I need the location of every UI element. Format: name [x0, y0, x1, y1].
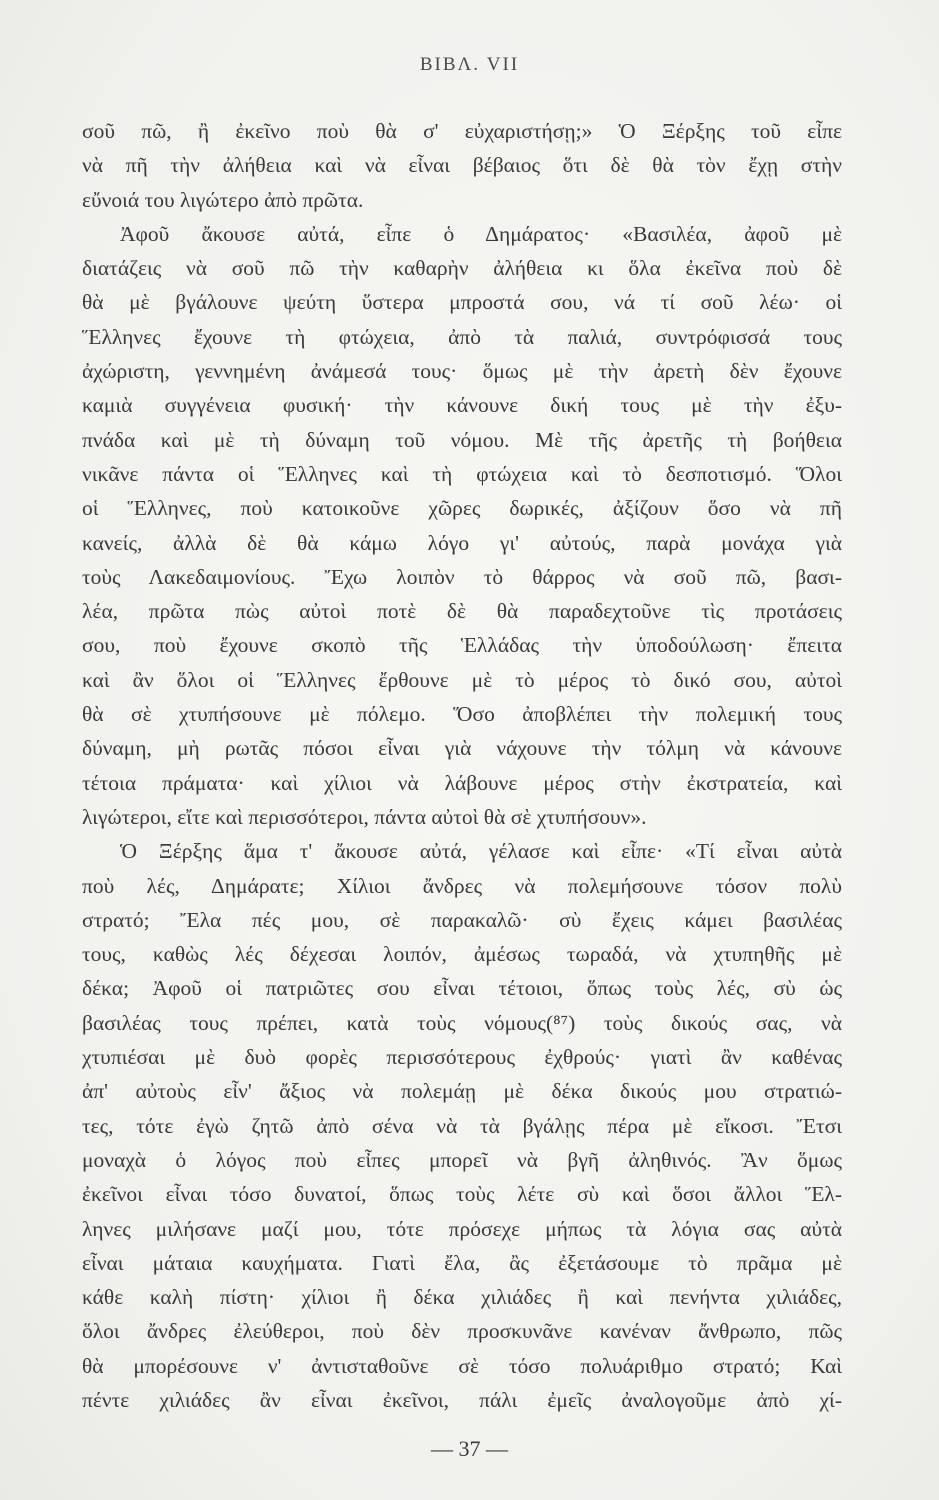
text-line: τες, τότε ἐγὼ ζητῶ ἀπὸ σένα νὰ τὰ βγάλῃς πέρα μὲ εἴκοσι. Ἔτσι	[82, 1113, 842, 1138]
text-line: διατάζεις νὰ σοῦ πῶ τὴν καθαρὴν ἀλήθεια κι ὅλα ἐκεῖνα ποὺ δὲ	[82, 256, 842, 281]
text-line: σοῦ πῶ, ἢ ἐκεῖνο ποὺ θὰ σ' εὐχαριστήσῃ;» Ὁ Ξέρξης τοῦ εἶπε	[82, 119, 842, 143]
text-line: ἀπ' αὐτοὺς εἶν' ἄξιος νὰ πολεμάῃ μὲ δέκα δικούς μου στρατιώ-	[82, 1079, 842, 1104]
text-line: νὰ πῆ τὴν ἀλήθεια καὶ νὰ εἶναι βέβαιος ὅτι δὲ θὰ τὸν ἔχῃ στὴν	[82, 153, 842, 178]
text-line: εἶναι μάταια καυχήματα. Γιατὶ ἔλα, ἂς ἐξετάσουμε τὸ πρᾶμα μὲ	[82, 1250, 842, 1275]
text-line: στρατό; Ἔλα πές μου, σὲ παρακαλῶ· σὺ ἔχεις κάμει βασιλέας	[82, 907, 842, 932]
text-line: Ὁ Ξέρξης ἅμα τ' ἄκουσε αὐτά, γέλασε καὶ εἶπε· «Τί εἶναι αὐτὰ	[120, 839, 842, 864]
text-line: νικᾶνε πάντα οἱ Ἕλληνες καὶ τὴ φτώχεια καὶ τὸ δεσποτισμό. Ὅλοι	[82, 461, 842, 486]
text-line: θὰ μπορέσουνε ν' ἀντισταθοῦνε σὲ τόσο πολυάριθμο στρατό; Καὶ	[82, 1353, 842, 1378]
text-line: Ἕλληνες ἔχουνε τὴ φτώχεια, ἀπὸ τὰ παλιά, συντρόφισσά τους	[82, 324, 842, 349]
text-line: καὶ ἂν ὅλοι οἱ Ἕλληνες ἔρθουνε μὲ τὸ μέρος τὸ δικό σου, αὐτοὶ	[82, 667, 842, 692]
text-line: λέα, πρῶτα πὼς αὐτοὶ ποτὲ δὲ θὰ παραδεχτοῦνε τὶς προτάσεις	[82, 599, 842, 624]
text-line: εὔνοιά του λιγώτερο ἀπὸ πρῶτα.	[82, 187, 364, 212]
text-line: λιγώτεροι, εἴτε καὶ περισσότεροι, πάντα αὐτοὶ θὰ σὲ χτυπήσουν».	[82, 804, 647, 829]
text-line: οἱ Ἕλληνες, ποὺ κατοικοῦνε χῶρες δωρικές, ἀξίζουν ὅσο νὰ πῆ	[82, 496, 842, 521]
text-line: μοναχὰ ὁ λόγος ποὺ εἶπες μπορεῖ νὰ βγῆ ἀληθινός. Ἂν ὅμως	[82, 1147, 842, 1172]
text-line: θὰ σὲ χτυπήσουνε μὲ πόλεμο. Ὅσο ἀποβλέπει τὴν πολεμική τους	[82, 702, 842, 727]
body-text	[82, 114, 842, 1417]
text-line: ποὺ λές, Δημάρατε; Χίλιοι ἄνδρες νὰ πολεμήσουνε τόσον πολὺ	[82, 873, 842, 898]
text-line: ἀχώριστη, γεννημένη ἀνάμεσά τους· ὅμως μὲ τὴν ἀρετὴ δὲν ἔχουνε	[82, 359, 842, 384]
running-head: ΒΙΒΛ. VII	[419, 54, 520, 75]
text-line: δύναμη, μὴ ρωτᾶς πόσοι εἶναι γιὰ νάχουνε τὴν τόλμη νὰ κάνουνε	[82, 736, 842, 761]
text-line: τέτοια πράματα· καὶ χίλιοι νὰ λάβουνε μέρος στὴν ἐκστρατεία, καὶ	[82, 770, 842, 795]
text-line: τοὺς Λακεδαιμονίους. Ἔχω λοιπὸν τὸ θάρρος νὰ σοῦ πῶ, βασι-	[82, 564, 842, 589]
text-line: τους, καθὼς λές δέχεσαι λοιπόν, ἀμέσως τωραδά, νὰ χτυπηθῆς μὲ	[82, 942, 842, 967]
text-line: δέκα; Ἀφοῦ οἱ πατριῶτες σου εἶναι τέτοιοι, ὅπως τοὺς λές, σὺ ὡς	[82, 976, 842, 1001]
text-line: κάθε καλὴ πίστη· χίλιοι ἢ δέκα χιλιάδες ἢ καὶ πενήντα χιλιάδες,	[82, 1285, 842, 1310]
text-line: ὅλοι ἄνδρες ἐλεύθεροι, ποὺ δὲν προσκυνᾶνε κανέναν ἄνθρωπο, πῶς	[82, 1319, 842, 1344]
text-line: πνάδα καὶ μὲ τὴ δύναμη τοῦ νόμου. Μὲ τῆς ἀρετῆς τὴ βοήθεια	[82, 427, 842, 452]
text-line: ληνες μιλήσανε μαζί μου, τότε πρόσεχε μήπως τὰ λόγια σας αὐτὰ	[82, 1216, 842, 1241]
text-line: σου, ποὺ ἔχουνε σκοπὸ τῆς Ἑλλάδας τὴν ὑποδούλωση· ἔπειτα	[82, 633, 842, 658]
text-line: χτυπιέσαι μὲ δυὸ φορὲς περισσότερους ἐχθρούς· γιατὶ ἂν καθένας	[82, 1045, 842, 1070]
text-line: Ἀφοῦ ἄκουσε αὐτά, εἶπε ὁ Δημάρατος· «Βασιλέα, ἀφοῦ μὲ	[120, 221, 842, 246]
page-number: — 37 —	[431, 1436, 508, 1461]
text-line: κανείς, ἀλλὰ δὲ θὰ κάμω λόγο γι' αὐτούς, παρὰ μονάχα γιὰ	[82, 530, 842, 555]
text-line: πέντε χιλιάδες ἂν εἶναι ἐκεῖνοι, πάλι ἐμεῖς ἀναλογοῦμε ἀπὸ χί-	[82, 1387, 842, 1412]
text-line: βασιλέας τους πρέπει, κατὰ τοὺς νόμους(⁸⁷) τοὺς δικούς σας, νὰ	[82, 1010, 842, 1035]
text-line: καμιὰ συγγένεια φυσική· τὴν κάνουνε δική τους μὲ τὴν ἐξυ-	[82, 393, 842, 418]
text-line: ἐκεῖνοι εἶναι τόσο δυνατοί, ὅπως τοὺς λέτε σὺ καὶ ὅσοι ἄλλοι Ἕλ-	[82, 1182, 842, 1207]
text-line: θὰ μὲ βγάλουνε ψεύτη ὕστερα μπροστά σου, νά τί σοῦ λέω· οἱ	[82, 290, 842, 315]
